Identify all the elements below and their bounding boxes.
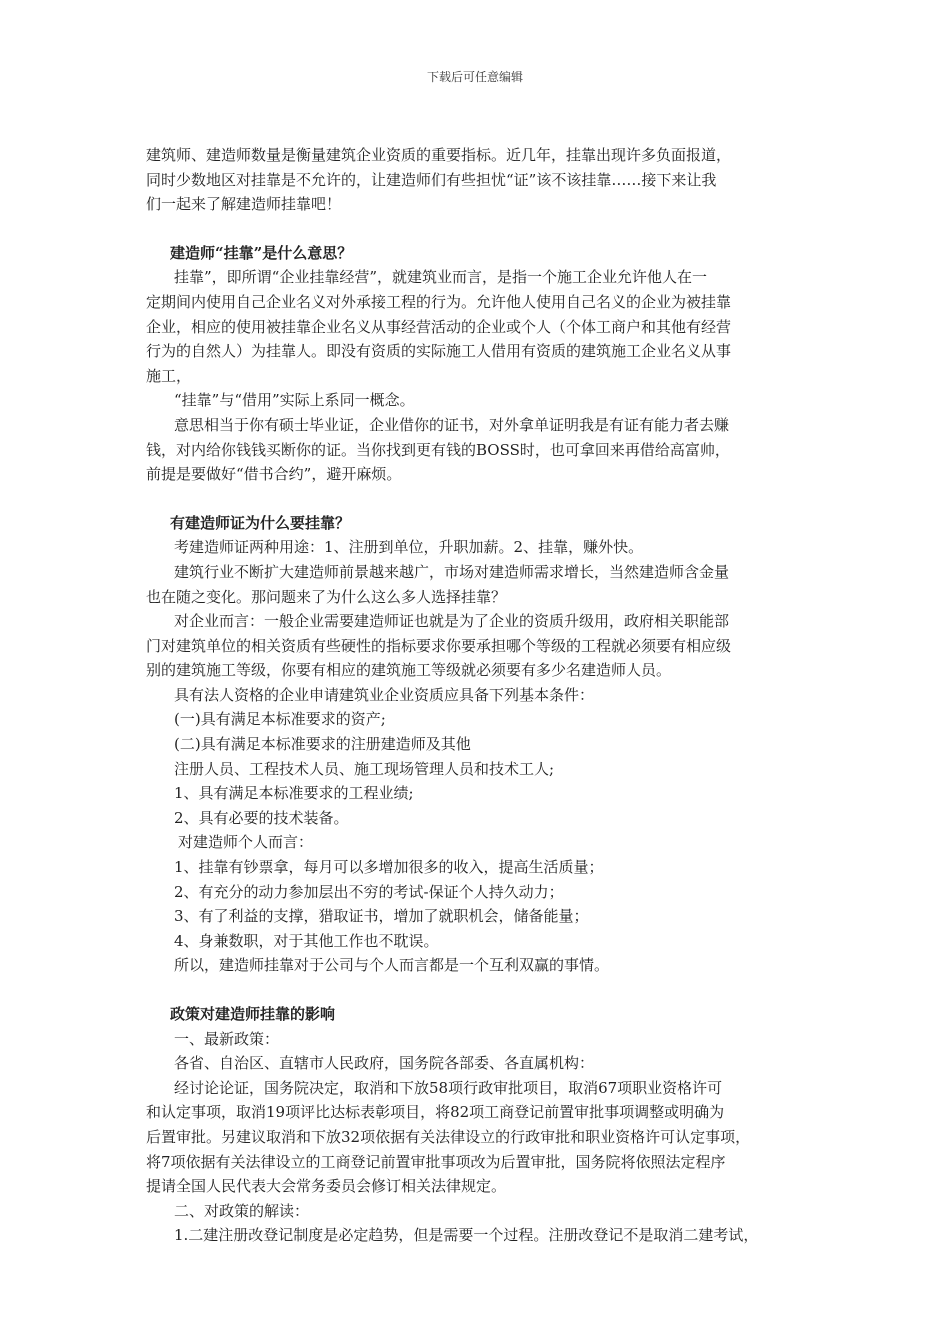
list-item: (一)具有满足本标准要求的资产;	[174, 710, 386, 729]
list-item: 1、具有满足本标准要求的工程业绩;	[174, 784, 414, 803]
body-line: 二、对政策的解读：	[174, 1201, 310, 1220]
body-line: 提请全国人民代表大会常务委员会修订相关法律规定。	[146, 1177, 507, 1196]
body-line: 各省、自治区、直辖市人民政府，国务院各部委、各直属机构：	[174, 1054, 595, 1073]
body-line: 经讨论论证，国务院决定，取消和下放58项行政审批项目，取消67项职业资格许可	[174, 1078, 723, 1097]
body-line: 也在随之变化。那问题来了为什么这么多人选择挂靠？	[146, 587, 507, 606]
list-item: 1、挂靠有钞票拿，每月可以多增加很多的收入，提高生活质量；	[174, 858, 604, 877]
page-header: 下载后可任意编辑	[426, 70, 523, 84]
body-line: 和认定事项，取消19项评比达标表彰项目，将82项工商登记前置审批事项调整或明确为	[146, 1103, 725, 1122]
body-line: 挂靠”，即所谓“企业挂靠经营”，就建筑业而言，是指一个施工企业允许他人在一	[174, 268, 708, 287]
section-heading: 有建造师证为什么要挂靠？	[170, 513, 351, 532]
body-line: 前提是要做好“借书合约”，避开麻烦。	[146, 465, 402, 484]
body-line: 后置审批。另建议取消和下放32项依据有关法律设立的行政审批和职业资格许可认定事项，	[146, 1127, 751, 1146]
section-heading: 政策对建造师挂靠的影响	[170, 1005, 336, 1023]
list-item: 3、有了利益的支撑，猎取证书，增加了就职机会，储备能量；	[174, 907, 589, 926]
intro-line: 同时少数地区对挂靠是不允许的，让建造师们有些担忧“证”该不该挂靠……接下来让我	[146, 170, 717, 189]
body-line: 行为的自然人）为挂靠人。即没有资质的实际施工人借用有资质的建筑施工企业名义从事	[146, 342, 732, 361]
list-item: (二)具有满足本标准要求的注册建造师及其他	[174, 735, 471, 754]
body-line: 1.二建注册改登记制度是必定趋势，但是需要一个过程。注册改登记不是取消二建考试，	[174, 1226, 759, 1245]
body-line: 将7项依据有关法律设立的工商登记前置审批事项改为后置审批，国务院将依照法定程序	[146, 1152, 726, 1171]
document-body	[146, 143, 826, 1248]
body-line: 所以，建造师挂靠对于公司与个人而言都是一个互利双赢的事情。	[174, 956, 610, 975]
intro-line: 们一起来了解建造师挂靠吧！	[146, 195, 342, 214]
list-item: 4、身兼数职，对于其他工作也不耽误。	[174, 931, 439, 950]
body-line: 企业，相应的使用被挂靠企业名义从事经营活动的企业或个人（个体工商户和其他有经营	[146, 317, 732, 336]
list-item: 2、有充分的动力参加层出不穷的考试-保证个人持久动力；	[174, 882, 564, 901]
body-line: 定期间内使用自己企业名义对外承接工程的行为。允许他人使用自己名义的企业为被挂靠	[146, 292, 732, 311]
intro-line: 建筑师、建造师数量是衡量建筑企业资质的重要指标。近几年，挂靠出现许多负面报道，	[146, 146, 732, 164]
body-line: 意思相当于你有硕士毕业证，企业借你的证书，对外拿单证明我是有证有能力者去赚	[174, 415, 730, 434]
body-line: 钱，对内给你钱钱买断你的证。当你找到更有钱的BOSS时，也可拿回来再借给高富帅，	[146, 440, 730, 459]
body-line: 一、最新政策：	[174, 1029, 280, 1048]
body-line: 对企业而言：一般企业需要建造师证也就是为了企业的资质升级用，政府相关职能部	[174, 612, 730, 631]
body-line: 具有法人资格的企业申请建筑业企业资质应具备下列基本条件：	[174, 685, 595, 704]
section-heading: 建造师“挂靠”是什么意思？	[170, 243, 353, 262]
body-line: 对建造师个人而言：	[178, 833, 314, 852]
body-line: 别的建筑施工等级，你要有相应的建筑施工等级就必须要有多少名建造师人员。	[146, 661, 672, 680]
body-line: 建筑行业不断扩大建造师前景越来越广，市场对建造师需求增长，当然建造师含金量	[174, 562, 730, 581]
list-item: 注册人员、工程技术人员、施工现场管理人员和技术工人;	[174, 759, 555, 778]
body-line: 考建造师证两种用途：1、注册到单位，升职加薪。2、挂靠，赚外快。	[174, 538, 644, 557]
body-line: 施工， “挂靠”与“借用”实际上系同一概念。	[146, 366, 415, 410]
list-item: 2、具有必要的技术装备。	[174, 808, 349, 827]
body-line: 门对建筑单位的相关资质有些硬性的指标要求你要承担哪个等级的工程就必须要有相应级	[146, 636, 732, 655]
